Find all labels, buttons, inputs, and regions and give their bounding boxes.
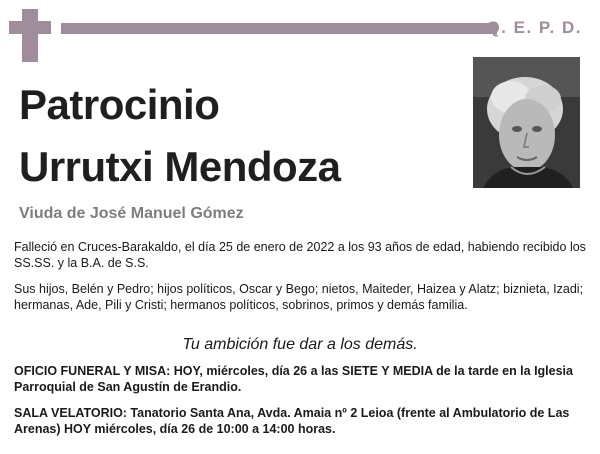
- funeral-mass: OFICIO FUNERAL Y MISA: HOY, miércoles, día 26 a las SIETE Y MEDIA de la tarde en la Iglesia Parroquial de San Agustín de Erandio.: [14, 364, 573, 394]
- qepd-label: Q. E. P. D.: [486, 18, 582, 37]
- cross-icon-bar: [9, 21, 51, 34]
- family-list: Sus hijos, Belén y Pedro; hijos políticos, Oscar y Bego; nietos, Maiteder, Haizea y Alatz; biznieta, Izadi; hermanas, Ade, Pili y Cristi; hermanos políticos, sobrinos, primos y demás familia.: [14, 282, 584, 312]
- death-notice: Falleció en Cruces-Barakaldo, el día 25 de enero de 2022 a los 93 años de edad, habiendo recibido los SS.SS. y la B.A. de S.S.: [14, 240, 586, 270]
- cross-icon: [22, 9, 38, 62]
- deceased-first-name: Patrocinio: [19, 81, 220, 128]
- header-divider: [61, 23, 497, 34]
- widow-of: Viuda de José Manuel Gómez: [19, 205, 244, 222]
- portrait-photo: [473, 57, 580, 188]
- deceased-surnames: Urrutxi Mendoza: [19, 143, 341, 190]
- wake-room: SALA VELATORIO: Tanatorio Santa Ana, Avda. Amaia nº 2 Leioa (frente al Ambulatorio de Las Arenas) HOY miércoles, día 26 de 10:00 a 14:00 horas.: [14, 406, 570, 436]
- memorial-quote: Tu ambición fue dar a los demás.: [182, 336, 418, 353]
